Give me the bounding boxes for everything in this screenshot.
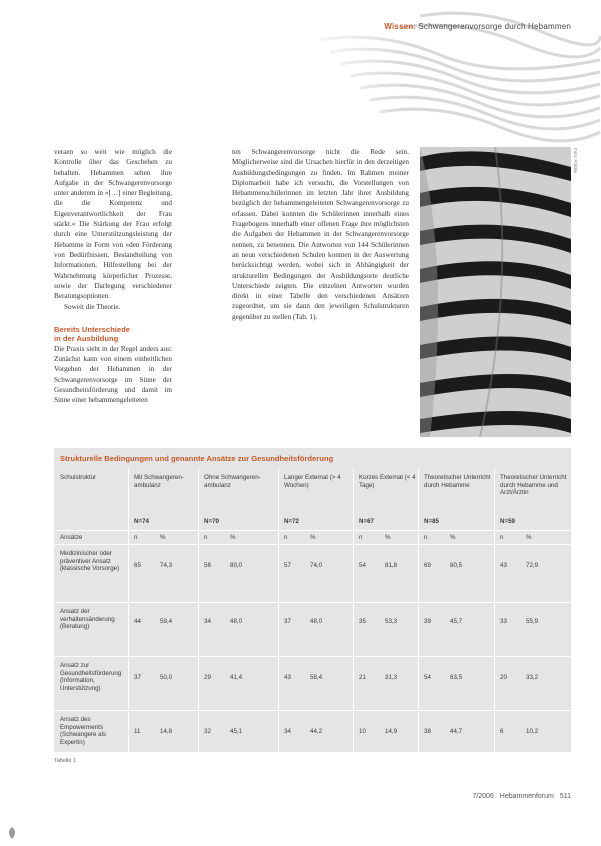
subheader-pct: %	[310, 534, 316, 541]
running-header	[384, 22, 571, 31]
table-cell: 59,4	[160, 618, 173, 625]
table-cell: 14,8	[160, 728, 173, 735]
table-grid	[54, 468, 571, 752]
group-header: Ohne Schwangeren-ambulanz	[204, 474, 261, 489]
paragraph: Soweit die Theorie.	[64, 303, 121, 312]
group-n: N=85	[424, 518, 439, 525]
subheader-n: n	[424, 534, 428, 541]
table-header-first: Schulstruktur	[60, 474, 97, 481]
table-cell: 43	[500, 562, 507, 569]
registration-mark-icon	[6, 826, 18, 840]
subheader-n: n	[500, 534, 504, 541]
table-cell: 53,3	[385, 618, 398, 625]
subheader-pct: %	[230, 534, 236, 541]
paragraph: veraen so weit wie möglich die Kontrolle über das Geschehen zu behalten. Hebammen sehen ihre Aufgabe in der Schwangerenvorsorge unter anderem in »[…] einer Begleitung, die die Kompetenz und Eigenverantwortlichkeit der Frau stärkt.« Die Stärkung der Frau erfolgt durch eine Unterstützungsleistung der Hebamme in Form von »den Förderung von Bedürfnissen, Bestandteilung von Informationen, Hilfestellung bei der Wahrnehmung körperlicher Prozesse, sowie der Darlegung verschiedener Beratungsoptionen.	[54, 148, 172, 301]
header-title: Schwangerenvorsorge durch Hebammen	[418, 22, 571, 31]
subheading-line: in der Ausbildung	[54, 333, 119, 343]
photo-credit: Foto: Fotolia	[573, 148, 578, 174]
footer-issue: 7/2006	[472, 793, 494, 800]
table-cell: 10	[359, 728, 366, 735]
table-cell: 58,4	[310, 674, 323, 681]
table-cell: 29	[204, 674, 211, 681]
table-cell: 37	[284, 618, 291, 625]
data-table	[54, 448, 571, 752]
row-label: Ansatz zur Gesundheitsförderung (Information, Unterstützung)	[60, 662, 122, 692]
table-cell: 14,9	[385, 728, 398, 735]
table-column-rule	[128, 468, 129, 752]
table-cell: 80,0	[230, 562, 243, 569]
table-cell: 20	[500, 674, 507, 681]
table-cell: 45,7	[450, 618, 463, 625]
table-cell: 69	[424, 562, 431, 569]
paragraph: Die Praxis sieht in der Regel anders aus: Zunächst kann von einem einheitlichen Vorgehen der Hebammen in der Schwangerenvorsorge im Sinne der Gesundheitsförderung und damit im Sinne einer hebammengeleiteten	[54, 344, 172, 405]
table-column-rule	[494, 468, 495, 752]
subheader-n: n	[134, 534, 138, 541]
group-header: Mit Schwangeren-ambulanz	[134, 474, 184, 489]
subheader-pct: %	[450, 534, 456, 541]
table-cell: 33	[500, 618, 507, 625]
table-cell: 33,2	[526, 674, 539, 681]
group-n: N=72	[284, 518, 299, 525]
table-caption: Tabelle 1	[54, 758, 77, 764]
table-cell: 6	[500, 728, 504, 735]
table-cell: 74,3	[160, 562, 173, 569]
table-cell: 44	[134, 618, 141, 625]
footer-journal: Hebammenforum	[499, 793, 554, 800]
group-n: N=59	[500, 518, 515, 525]
table-cell: 34	[284, 728, 291, 735]
body-column-middle	[232, 147, 409, 323]
table-cell: 11	[134, 728, 141, 735]
table-cell: 54	[359, 562, 366, 569]
subheader-pct: %	[385, 534, 391, 541]
subheading	[54, 325, 172, 343]
subheader-pct: %	[160, 534, 166, 541]
header-section: Wissen	[384, 22, 414, 31]
table-column-rule	[198, 468, 199, 752]
header-separator: :	[413, 22, 416, 31]
table-cell: 10,2	[526, 728, 539, 735]
subheader-n: n	[359, 534, 363, 541]
table-cell: 57	[284, 562, 291, 569]
table-cell: 37	[134, 674, 141, 681]
striped-shirt-illustration	[420, 147, 571, 437]
table-cell: 54	[424, 674, 431, 681]
table-column-rule	[353, 468, 354, 752]
table-cell: 56	[204, 562, 211, 569]
table-cell: 80,5	[450, 562, 463, 569]
table-title: Strukturelle Bedingungen und genannte Ansätze zur Gesundheitsförderung	[60, 454, 334, 463]
subheading-line: Bereits Unterschiede	[54, 324, 130, 334]
group-header: Kurzes Externat (< 4 Tage)	[359, 474, 416, 489]
table-cell: 81,8	[385, 562, 398, 569]
table-cell: 35	[359, 618, 366, 625]
table-cell: 31,3	[385, 674, 398, 681]
table-column-rule	[278, 468, 279, 752]
table-column-rule	[418, 468, 419, 752]
striped-shirt-photo	[420, 147, 571, 437]
table-cell: 44,7	[450, 728, 463, 735]
table-cell: 32	[204, 728, 211, 735]
group-n: N=74	[134, 518, 149, 525]
table-cell: 74,0	[310, 562, 323, 569]
subheader-first: Ansätze	[60, 534, 83, 541]
table-cell: 48,0	[310, 618, 323, 625]
row-label: Ansatz der verhaltensänderung (Beratung)	[60, 608, 115, 631]
table-cell: 55,9	[526, 618, 539, 625]
group-n: N=67	[359, 518, 374, 525]
table-cell: 34	[204, 618, 211, 625]
group-header: Theoretischer Unterricht durch Hebamme	[424, 474, 491, 489]
subheader-n: n	[284, 534, 288, 541]
group-header: Langer Externat (> 4 Wochen)	[284, 474, 341, 489]
paragraph: ten Schwangerenvorsorge nicht die Rede sein. Möglicherweise sind die Ursachen hierfür in den derzeitigen Ausbildungsbedingungen zu finden. Im Rahmen meiner Diplomarbeit habe ich versucht, die Vorstellungen von Hebammenschülerinnen im letzten Jahr ihrer Ausbildung bezüglich der hebammengeleiteten Schwangerenvorsorge zu erfassen. Dabei konnten die Schülerinnen innerhalb eines Fragebogens innerhalb einer offenen Frage ihre möglichsten die Aufgaben der Hebammen in der Schwangerenvorsorge nennen, zu benennen. Die Antworten von 144 Schülerinnen an neun verschiedenen Schulen konnten in der Auswertung berücksichtigt werden, wobei sich in Abhängigkeit der strukturellen Bedingungen der Ausbildungsorte deutliche Unterschiede zeigten. Die einzelnen Antworten wurden direkt in einer Tabelle den verschiedenen Ansätzen zugeordnet, um sie dann den jeweiligen Schulstrukturen gegenüber zu stellen (Tab. 1).	[232, 148, 409, 321]
subheader-pct: %	[526, 534, 532, 541]
page-footer	[472, 793, 571, 800]
table-cell: 45,1	[230, 728, 243, 735]
body-column-left	[54, 147, 172, 407]
group-header: Theoretischer Unterricht durch Hebamme und Arzt/Ärztin	[500, 474, 567, 497]
row-label: Ansatz des Empowerments (Schwangere als Expertin)	[60, 716, 107, 746]
footer-page-number: 511	[559, 793, 571, 800]
table-cell: 38	[424, 728, 431, 735]
group-n: N=70	[204, 518, 219, 525]
table-cell: 63,5	[450, 674, 463, 681]
table-cell: 43	[284, 674, 291, 681]
table-cell: 21	[359, 674, 366, 681]
table-cell: 65	[134, 562, 141, 569]
row-label: Medizinischer oder präventiver Ansatz (klassische Vorsorge)	[60, 550, 120, 573]
table-cell: 72,9	[526, 562, 539, 569]
table-cell: 44,2	[310, 728, 323, 735]
subheader-n: n	[204, 534, 208, 541]
table-cell: 50,0	[160, 674, 173, 681]
table-cell: 48,0	[230, 618, 243, 625]
table-cell: 41,4	[230, 674, 243, 681]
table-cell: 39	[424, 618, 431, 625]
